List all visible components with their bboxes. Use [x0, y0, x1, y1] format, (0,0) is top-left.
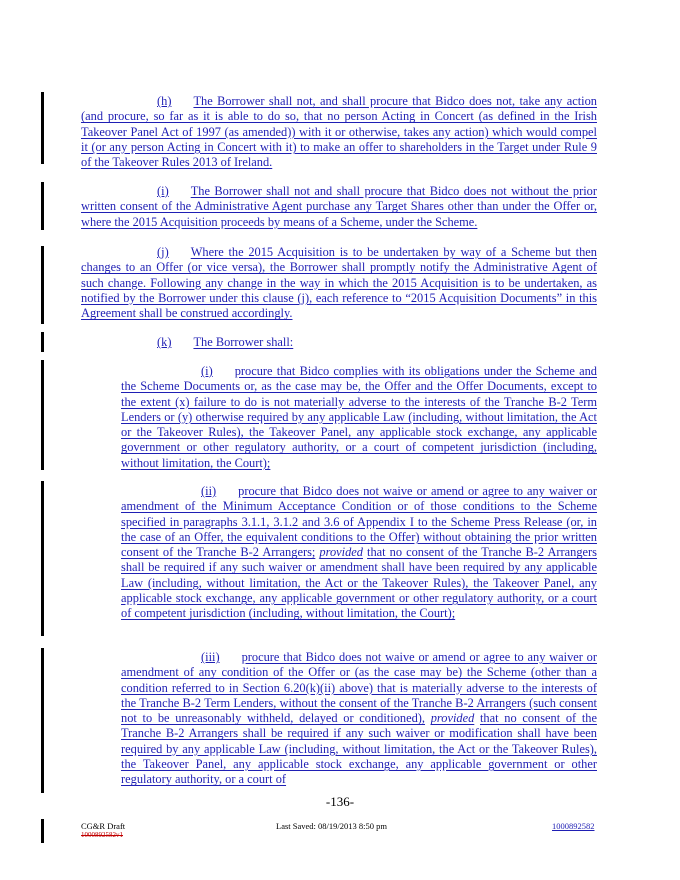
clause-text: procure that Bidco complies with its obligations under the Scheme and the Scheme Documents or, as the case may be, the Offer and the Offer Documents, except to the extent (x) failure to do is not materially adverse to the interests of the Tranche B-2 Term Lenders or (y) otherwise required by any applicable Law (including, without limitation, the Act or the Takeover Rules), the Takeover Panel, any applicable stock exchange, any applicable government or other regulatory authority, or a court of competent jurisdiction (including, without limitation, the Court);	[121, 364, 597, 470]
clause-text: The Borrower shall not, and shall procure that Bidco does not, take any action (and procure, so far as it is able to do so, that no person Acting in Concert (as defined in the Irish Takeover Panel Act of 1997 (as amended)) with it or otherwise, takes any action) which would compel it (or any person Acting in Concert with it) to make an offer to shareholders in the Target under Rule 9 of the Takeover Rules 2013 of Ireland.	[81, 94, 597, 170]
clause-text-italic: provided	[430, 711, 475, 726]
clause-k-iii	[121, 650, 597, 788]
footer-deleted-docid: 1000892582v1	[81, 831, 123, 839]
change-bar	[41, 182, 44, 230]
clause-text: procure that Bidco does not waive or amend or agree to any waiver or amendment of any condition of the Offer or (as the case may be) the Scheme (other than a condition referred to in Section 6.20(k)(ii) above) that is materially adverse to the interests of the Tranche B-2 Term Lenders, without the consent of the Tranche B-2 Arrangers (such consent not to be unreasonably withheld, delayed or conditioned),	[121, 650, 597, 726]
change-bar	[41, 246, 44, 324]
clause-label: (h)	[157, 94, 172, 108]
clause-label: (j)	[157, 245, 169, 259]
footer-docid: 1000892582	[552, 821, 595, 831]
footer-left	[81, 821, 125, 839]
clause-label: (ii)	[201, 484, 217, 498]
change-bar	[41, 92, 44, 164]
page-number: -136-	[325, 794, 355, 809]
footer-draft-label: CG&R Draft	[81, 821, 126, 831]
clause-text: that no consent of the Tranche B-2 Arrangers shall be required if any such waiver or amendment shall have been required by any applicable Law (including, without limitation, the Act or the Takeover Rules), the Takeover Panel, any applicable stock exchange, any applicable government or other regulatory authority, or a court of competent jurisdiction (including, without limitation, the Court);	[121, 545, 597, 621]
clause-label: (i)	[157, 184, 169, 198]
clause-j	[81, 245, 597, 321]
change-bar	[41, 360, 44, 470]
change-bar	[41, 332, 44, 352]
change-bar	[41, 648, 44, 793]
clause-text: The Borrower shall not and shall procure that Bidco does not without the prior written consent of the Administrative Agent purchase any Target Shares other than under the Offer or, where the 2015 Acquisition proceeds by means of a Scheme, under the Scheme.	[81, 184, 597, 229]
clause-text: Where the 2015 Acquisition is to be undertaken by way of a Scheme but then changes to an Offer (or vice versa), the Borrower shall promptly notify the Administrative Agent of such change. Following any change in the way in which the 2015 Acquisition is to be undertaken, as notified by the Borrower under this clause (j), each reference to “2015 Acquisition Documents” in this Agreement shall be construed accordingly.	[81, 245, 597, 321]
clause-i	[81, 184, 597, 230]
clause-text: procure that Bidco does not waive or amend or agree to any waiver or amendment of the Minimum Acceptance Condition or of those conditions to the Scheme specified in paragraphs 3.1.1, 3.1.2 and 3.6 of Appendix I to the Scheme Press Release (or, in the case of an Offer, the equivalent conditions to the Offer) without obtaining the prior written consent of the Tranche B-2 Arrangers;	[121, 484, 597, 560]
clause-h	[81, 94, 597, 170]
clause-label: (iii)	[201, 650, 220, 664]
clause-k-i	[121, 364, 597, 471]
clause-k-ii	[121, 484, 597, 622]
clause-label: (k)	[157, 335, 172, 349]
footer-last-saved: Last Saved: 08/19/2013 8:50 pm	[276, 821, 387, 831]
clause-text: The Borrower shall:	[193, 335, 294, 349]
change-bar	[41, 481, 44, 636]
change-bar	[41, 819, 44, 843]
clause-label: (i)	[201, 364, 213, 378]
clause-k	[81, 335, 597, 350]
clause-text: that no consent of the Tranche B-2 Arrangers shall be required if any such waiver or modification shall have been required by any applicable Law (including, without limitation, the Act or the Takeover Rules), the Takeover Panel, any applicable stock exchange, any applicable government or other regulatory authority, or a court of	[121, 711, 597, 787]
clause-text-italic: provided	[319, 545, 363, 560]
